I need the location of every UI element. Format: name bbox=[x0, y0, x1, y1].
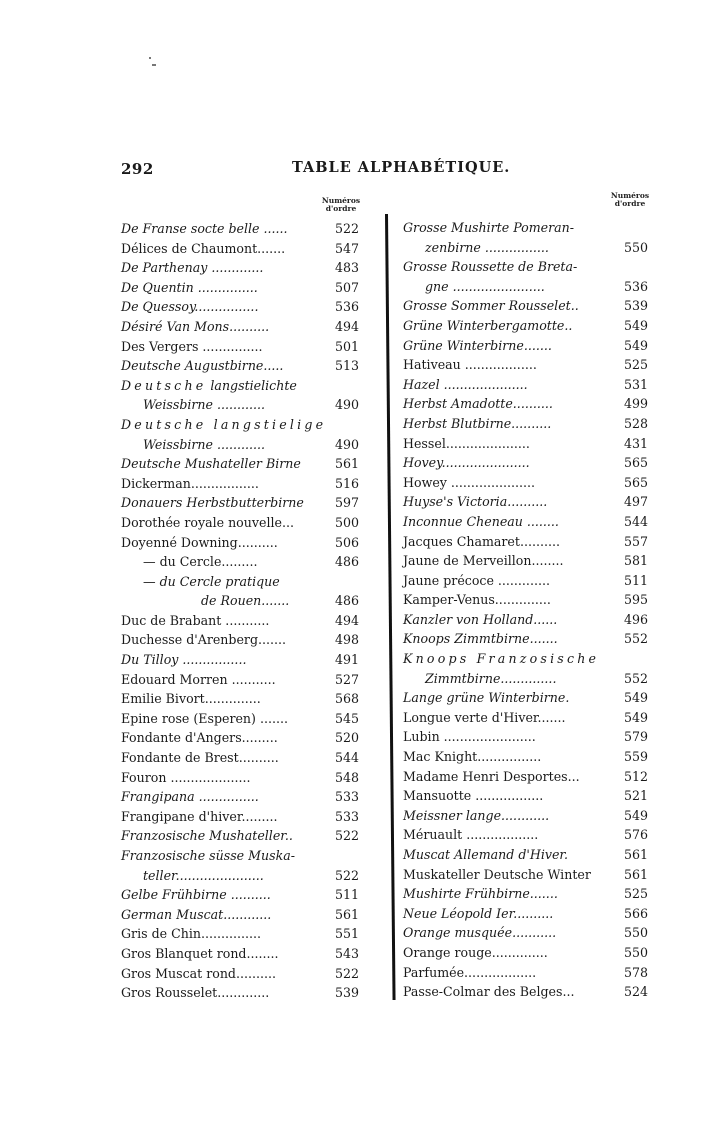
entry-name: Mac Knight................ bbox=[403, 749, 542, 765]
index-entry bbox=[121, 964, 371, 984]
entry-name: Grüne Winterbergamotte.. bbox=[403, 317, 573, 333]
entry-order-number: 549 bbox=[623, 709, 648, 725]
entry-name: Herbst Blutbirne.......... bbox=[403, 415, 552, 431]
index-entry bbox=[121, 493, 371, 513]
entry-order-number: 527 bbox=[334, 671, 359, 687]
index-entry bbox=[403, 257, 653, 277]
index-entry bbox=[403, 943, 653, 963]
entry-order-number: 539 bbox=[334, 985, 359, 1001]
entry-order-number: 486 bbox=[334, 554, 359, 570]
entry-order-number: 579 bbox=[623, 729, 648, 745]
entry-name: Orange musquée........... bbox=[403, 925, 557, 941]
entry-order-number: 578 bbox=[623, 964, 648, 980]
index-entry bbox=[403, 355, 653, 375]
index-entry bbox=[121, 591, 371, 611]
index-entry bbox=[121, 885, 371, 905]
entry-order-number: 511 bbox=[334, 887, 359, 903]
entry-name: Jaune de Merveillon........ bbox=[403, 553, 564, 569]
entry-order-number: 551 bbox=[334, 926, 359, 942]
entry-name: Howey ..................... bbox=[403, 474, 535, 490]
index-entry bbox=[403, 571, 653, 591]
entry-name: Frangipane d'hiver......... bbox=[121, 808, 278, 824]
entry-name: Hovey...................... bbox=[403, 455, 530, 471]
entry-name: Franzosische Mushateller.. bbox=[121, 828, 293, 844]
entry-order-number: 490 bbox=[334, 436, 359, 452]
entry-name: Inconnue Cheneau ........ bbox=[403, 513, 559, 529]
entry-order-number: 494 bbox=[334, 612, 359, 628]
entry-name: gne ....................... bbox=[425, 278, 545, 294]
index-entry bbox=[121, 239, 371, 259]
column-divider bbox=[385, 214, 396, 1000]
index-entry bbox=[403, 512, 653, 532]
index-entry bbox=[121, 924, 371, 944]
index-entry bbox=[403, 904, 653, 924]
index-entry bbox=[403, 238, 653, 258]
entry-name: Knoops Franzosische bbox=[403, 651, 600, 667]
entry-order-number: 561 bbox=[623, 847, 648, 862]
entry-order-number: 524 bbox=[623, 984, 648, 1000]
index-entry bbox=[403, 629, 653, 649]
index-entry bbox=[121, 533, 371, 553]
entry-order-number: 549 bbox=[623, 690, 648, 706]
entry-name: Passe-Colmar des Belges... bbox=[403, 984, 575, 1000]
entry-order-number: 552 bbox=[623, 670, 648, 686]
entry-name: Edouard Morren ........... bbox=[121, 671, 276, 687]
index-entry bbox=[403, 845, 653, 865]
entry-order-number: 522 bbox=[334, 965, 359, 981]
entry-name: Huyse's Victoria.......... bbox=[403, 494, 548, 510]
index-entry bbox=[403, 982, 653, 1002]
index-entry bbox=[403, 434, 653, 454]
index-entry bbox=[121, 846, 371, 866]
page-number: 292 bbox=[121, 160, 154, 178]
index-entry bbox=[403, 865, 653, 885]
entry-name: Madame Henri Desportes... bbox=[403, 768, 580, 784]
entry-name: Hessel..................... bbox=[403, 435, 530, 451]
entry-order-number: 550 bbox=[623, 925, 648, 941]
entry-name: Gros Blanquet rond........ bbox=[121, 945, 279, 961]
entry-name: Meissner lange............ bbox=[403, 807, 550, 823]
entry-order-number: 525 bbox=[623, 357, 648, 373]
entry-order-number: 512 bbox=[623, 768, 648, 784]
entry-name: Délices de Chaumont....... bbox=[121, 240, 286, 256]
index-entry bbox=[121, 474, 371, 494]
entry-order-number: 490 bbox=[334, 397, 359, 413]
entry-name: Deutsche langstielichte bbox=[121, 377, 297, 393]
index-entry bbox=[403, 688, 653, 708]
entry-name: Hazel ..................... bbox=[403, 376, 528, 392]
index-entry bbox=[121, 689, 371, 709]
entry-order-number: 522 bbox=[334, 828, 359, 844]
entry-order-number: 552 bbox=[623, 631, 648, 647]
entry-order-number: 545 bbox=[334, 710, 359, 726]
index-entry bbox=[121, 866, 371, 886]
index-entry bbox=[121, 454, 371, 474]
index-entry bbox=[121, 552, 371, 572]
entry-order-number: 539 bbox=[623, 298, 648, 314]
index-entry bbox=[403, 786, 653, 806]
entry-name: Herbst Amadotte.......... bbox=[403, 396, 553, 412]
entry-order-number: 549 bbox=[623, 317, 648, 333]
entry-order-number: 431 bbox=[623, 435, 648, 451]
entry-name: Fondante d'Angers......... bbox=[121, 730, 278, 746]
entry-order-number: 536 bbox=[623, 278, 648, 294]
entry-name: Lubin ....................... bbox=[403, 729, 536, 745]
index-entry bbox=[121, 728, 371, 748]
entry-name: Grosse Sommer Rousselet.. bbox=[403, 298, 579, 314]
entry-name: Fouron .................... bbox=[121, 769, 251, 785]
index-entry bbox=[403, 963, 653, 983]
entry-name: Neue Léopold Ier.......... bbox=[403, 905, 554, 921]
index-entry bbox=[121, 435, 371, 455]
entry-order-number: 501 bbox=[334, 338, 359, 354]
index-entry bbox=[121, 650, 371, 670]
entry-order-number: 597 bbox=[334, 495, 359, 511]
entry-name: Orange rouge.............. bbox=[403, 944, 548, 960]
entry-order-number: 506 bbox=[334, 534, 359, 550]
index-entry bbox=[121, 258, 371, 278]
entry-name: Jaune précoce ............. bbox=[403, 572, 550, 588]
entry-name: Emilie Bivort.............. bbox=[121, 691, 261, 707]
index-entry bbox=[403, 296, 653, 316]
entry-name: Longue verte d'Hiver....... bbox=[403, 709, 566, 725]
index-entry bbox=[121, 395, 371, 415]
index-entry bbox=[121, 768, 371, 788]
running-title: TABLE ALPHABÉTIQUE. bbox=[292, 159, 511, 176]
index-entry bbox=[121, 297, 371, 317]
entry-name: Deutsche Augustbirne..... bbox=[121, 358, 284, 374]
entry-name: — du Cercle pratique bbox=[143, 573, 280, 589]
index-entry bbox=[121, 219, 371, 239]
scan-speck bbox=[149, 57, 151, 59]
entry-name: Weissbirne ............ bbox=[143, 436, 266, 452]
index-entry bbox=[403, 453, 653, 473]
entry-order-number: 566 bbox=[623, 905, 648, 921]
entry-name: — du Cercle......... bbox=[143, 554, 258, 570]
entry-order-number: 494 bbox=[334, 318, 359, 334]
entry-name: Parfumée.................. bbox=[403, 964, 537, 980]
entry-order-number: 549 bbox=[623, 807, 648, 823]
entry-order-number: 513 bbox=[334, 358, 359, 374]
entry-order-number: 516 bbox=[334, 475, 359, 491]
index-entry bbox=[403, 532, 653, 552]
entry-order-number: 565 bbox=[623, 455, 648, 471]
entry-order-number: 499 bbox=[623, 396, 648, 412]
entry-name: German Muscat............ bbox=[121, 906, 272, 922]
index-column-left bbox=[121, 219, 371, 1003]
entry-name: Hativeau .................. bbox=[403, 357, 537, 373]
index-entry bbox=[403, 414, 653, 434]
left-column-header bbox=[316, 197, 366, 213]
entry-order-number: 561 bbox=[334, 456, 359, 472]
entry-order-number: 486 bbox=[334, 593, 359, 609]
right-column-header bbox=[605, 192, 655, 208]
column-header-line1: Numéros bbox=[321, 196, 361, 205]
scan-speck bbox=[152, 64, 156, 66]
entry-name: De Quessoy................ bbox=[121, 299, 259, 315]
entry-order-number: 496 bbox=[623, 611, 648, 627]
index-entry bbox=[403, 923, 653, 943]
index-entry bbox=[121, 826, 371, 846]
index-entry bbox=[121, 278, 371, 298]
index-entry bbox=[403, 767, 653, 787]
entry-name: teller...................... bbox=[143, 867, 264, 883]
entry-name: Duc de Brabant ........... bbox=[121, 612, 270, 628]
index-entry bbox=[121, 415, 371, 435]
index-entry bbox=[121, 572, 371, 592]
entry-name: Knoops Zimmtbirne....... bbox=[403, 631, 558, 647]
entry-name: Deutsche langstielige bbox=[121, 416, 327, 432]
entry-order-number: 548 bbox=[334, 769, 359, 785]
entry-name: Frangipana ............... bbox=[121, 789, 259, 805]
entry-order-number: 544 bbox=[334, 750, 359, 766]
index-entry bbox=[121, 376, 371, 396]
index-entry bbox=[121, 630, 371, 650]
entry-order-number: 520 bbox=[334, 730, 359, 746]
entry-name: Gros Rousselet............. bbox=[121, 985, 270, 1001]
index-column-right bbox=[403, 218, 653, 1002]
entry-order-number: 498 bbox=[334, 632, 359, 648]
index-entry bbox=[403, 649, 653, 669]
entry-name: Mansuotte ................. bbox=[403, 788, 544, 804]
entry-order-number: 483 bbox=[334, 260, 359, 276]
entry-order-number: 568 bbox=[334, 691, 359, 707]
entry-name: Jacques Chamaret.......... bbox=[403, 533, 560, 549]
index-entry bbox=[403, 806, 653, 826]
entry-order-number: 550 bbox=[623, 944, 648, 960]
entry-name: Gris de Chin............... bbox=[121, 926, 262, 942]
index-entry bbox=[403, 394, 653, 414]
entry-name: De Parthenay ............. bbox=[121, 260, 264, 276]
index-entry bbox=[403, 316, 653, 336]
entry-order-number: 531 bbox=[623, 376, 648, 392]
entry-name: Gros Muscat rond.......... bbox=[121, 965, 277, 981]
entry-order-number: 549 bbox=[623, 337, 648, 353]
index-entry bbox=[121, 611, 371, 631]
index-entry bbox=[403, 551, 653, 571]
entry-order-number: 536 bbox=[334, 299, 359, 315]
entry-order-number: 500 bbox=[334, 514, 359, 530]
index-entry bbox=[403, 590, 653, 610]
entry-name: Des Vergers ............... bbox=[121, 338, 263, 354]
index-entry bbox=[403, 727, 653, 747]
column-header-line1: Numéros bbox=[610, 191, 650, 200]
entry-order-number: 576 bbox=[623, 827, 648, 843]
index-entry bbox=[403, 277, 653, 297]
entry-name: Grüne Winterbirne....... bbox=[403, 337, 552, 353]
index-entry bbox=[121, 748, 371, 768]
entry-name: Franzosische süsse Muska- bbox=[121, 848, 295, 863]
entry-name: de Rouen....... bbox=[201, 593, 290, 609]
index-entry bbox=[121, 905, 371, 925]
entry-name: Dickerman................. bbox=[121, 475, 259, 491]
index-entry bbox=[121, 807, 371, 827]
index-entry bbox=[121, 317, 371, 337]
entry-name: De Quentin ............... bbox=[121, 279, 258, 295]
entry-name: zenbirne ................ bbox=[425, 239, 549, 255]
index-entry bbox=[403, 884, 653, 904]
entry-name: Fondante de Brest.......... bbox=[121, 750, 279, 766]
entry-order-number: 522 bbox=[334, 221, 359, 236]
entry-order-number: 497 bbox=[623, 494, 648, 510]
entry-order-number: 565 bbox=[623, 474, 648, 490]
entry-order-number: 595 bbox=[623, 592, 648, 608]
entry-order-number: 550 bbox=[623, 239, 648, 255]
entry-name: Zimmtbirne.............. bbox=[425, 670, 557, 686]
entry-name: Kanzler von Holland...... bbox=[403, 611, 558, 627]
entry-name: Doyenné Downing.......... bbox=[121, 534, 278, 550]
index-entry bbox=[121, 513, 371, 533]
column-header-line2: d'ordre bbox=[614, 199, 646, 208]
entry-name: Mushirte Frühbirne....... bbox=[403, 886, 558, 902]
index-entry bbox=[403, 669, 653, 689]
index-entry bbox=[403, 473, 653, 493]
entry-order-number: 491 bbox=[334, 652, 359, 668]
index-entry bbox=[121, 670, 371, 690]
entry-name: Deutsche Mushateller Birne bbox=[121, 456, 301, 472]
entry-order-number: 511 bbox=[623, 572, 648, 588]
entry-order-number: 561 bbox=[623, 866, 648, 882]
index-entry bbox=[403, 336, 653, 356]
entry-name: Weissbirne ............ bbox=[143, 397, 266, 413]
column-header-line2: d'ordre bbox=[325, 204, 357, 213]
entry-order-number: 543 bbox=[334, 945, 359, 961]
index-entry bbox=[403, 375, 653, 395]
entry-name: Kamper-Venus.............. bbox=[403, 592, 551, 608]
entry-order-number: 521 bbox=[623, 788, 648, 804]
index-entry bbox=[121, 787, 371, 807]
index-entry bbox=[121, 709, 371, 729]
entry-order-number: 547 bbox=[334, 240, 359, 256]
entry-name: Désiré Van Mons.......... bbox=[121, 318, 270, 334]
entry-name: Lange grüne Winterbirne. bbox=[403, 690, 570, 706]
entry-name: Du Tilloy ................ bbox=[121, 652, 247, 668]
index-entry bbox=[121, 356, 371, 376]
entry-name: Duchesse d'Arenberg....... bbox=[121, 632, 287, 648]
entry-order-number: 557 bbox=[623, 533, 648, 549]
entry-name: Dorothée royale nouvelle... bbox=[121, 514, 294, 530]
entry-order-number: 522 bbox=[334, 867, 359, 883]
entry-name: Muscat Allemand d'Hiver. bbox=[403, 847, 569, 862]
entry-name: Gelbe Frühbirne .......... bbox=[121, 887, 271, 903]
entry-order-number: 581 bbox=[623, 553, 648, 569]
index-entry bbox=[403, 825, 653, 845]
entry-order-number: 528 bbox=[623, 415, 648, 431]
entry-order-number: 544 bbox=[623, 513, 648, 529]
entry-name: Muskateller Deutsche Winter bbox=[403, 866, 591, 882]
index-entry bbox=[403, 708, 653, 728]
entry-order-number: 533 bbox=[334, 789, 359, 805]
entry-order-number: 559 bbox=[623, 749, 648, 765]
index-entry bbox=[121, 337, 371, 357]
entry-name: Grosse Roussette de Breta- bbox=[403, 259, 578, 275]
entry-name: Méruault .................. bbox=[403, 827, 539, 843]
index-entry bbox=[403, 218, 653, 238]
index-entry bbox=[403, 492, 653, 512]
entry-name: Donauers Herbstbutterbirne bbox=[121, 495, 304, 511]
entry-order-number: 561 bbox=[334, 906, 359, 922]
entry-name: De Franse socte belle ...... bbox=[121, 221, 288, 236]
index-entry bbox=[121, 944, 371, 964]
entry-order-number: 507 bbox=[334, 279, 359, 295]
entry-name: Epine rose (Esperen) ....... bbox=[121, 710, 288, 726]
entry-order-number: 533 bbox=[334, 808, 359, 824]
index-entry bbox=[403, 747, 653, 767]
index-entry bbox=[403, 610, 653, 630]
entry-name: Grosse Mushirte Pomeran- bbox=[403, 220, 575, 235]
index-entry bbox=[121, 983, 371, 1003]
entry-order-number: 525 bbox=[623, 886, 648, 902]
